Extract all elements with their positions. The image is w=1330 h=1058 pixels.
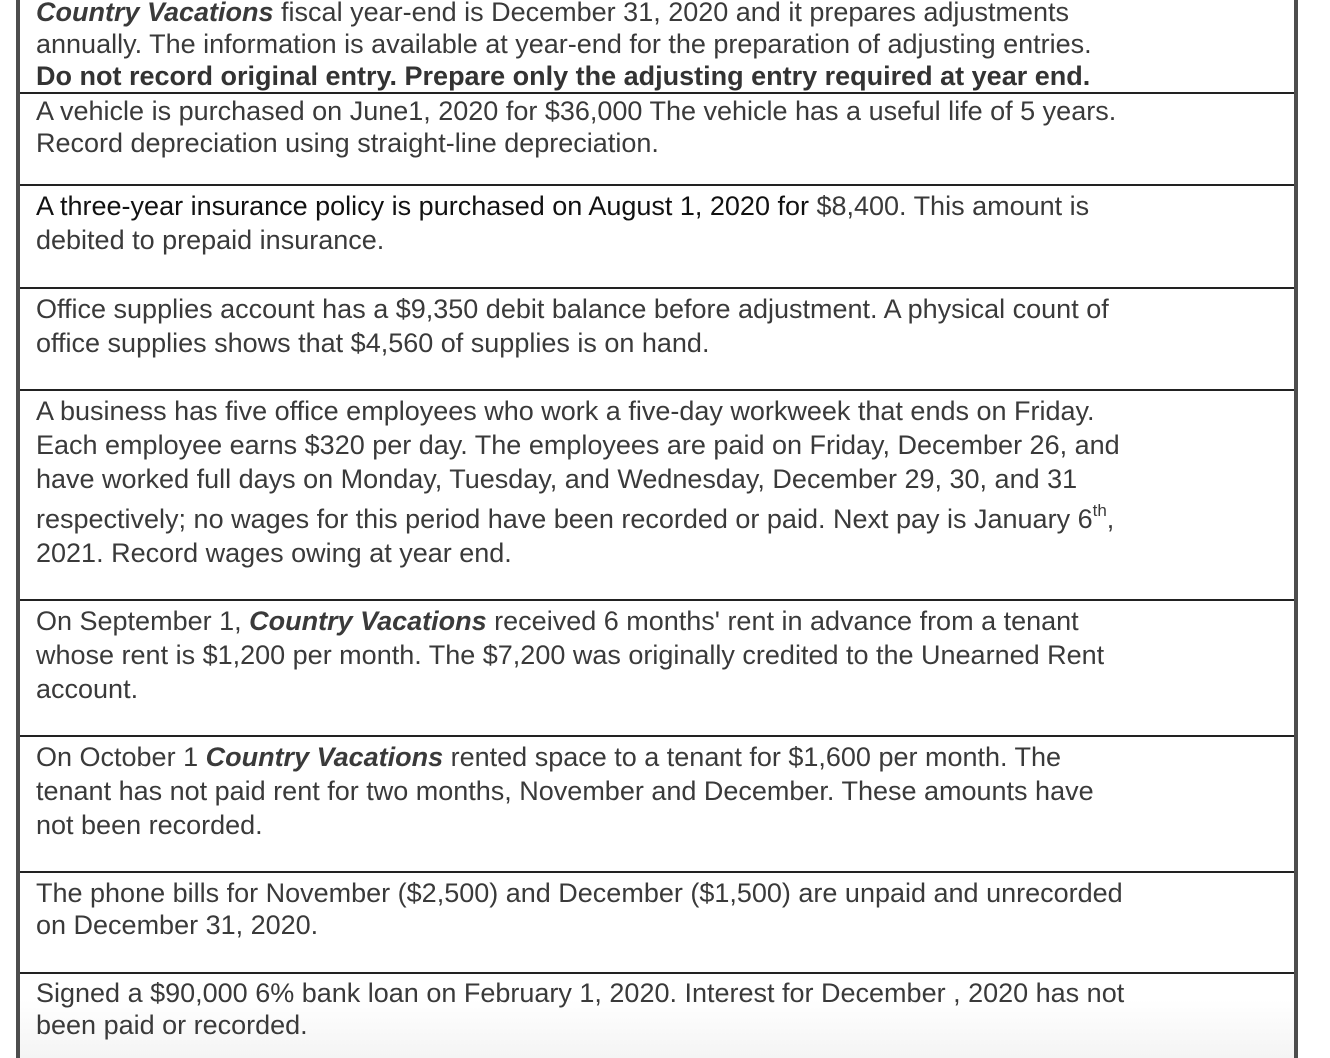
item-loan (20, 972, 1294, 1058)
item-supplies (20, 287, 1294, 391)
item-phone (20, 871, 1294, 974)
item-unearned-rent (20, 599, 1294, 736)
wages-line-2: Each employee earns $320 per day. The employees are paid on Friday, December 26, and (36, 430, 1120, 460)
intro-block (20, 0, 1294, 93)
supplies-line-2: office supplies shows that $4,560 of supplies is on hand. (36, 328, 710, 358)
phone-line-2: on December 31, 2020. (36, 910, 319, 940)
unearned-rent-line-3: account. (36, 674, 139, 704)
intro-line-2: annually. The information is available at year-end for the preparation of adjusting entries. (36, 29, 1092, 59)
item-insurance (20, 184, 1294, 288)
accrued-rent-line-1: On October 1 Country Vacations rented space to a tenant for $1,600 per month. The (36, 742, 1062, 772)
wages-line-1: A business has five office employees who work a five-day workweek that ends on Friday. (36, 396, 1095, 426)
vehicle-line-1: A vehicle is purchased on June1, 2020 for $36,000 The vehicle has a useful life of 5 years. (36, 96, 1117, 126)
item-wages (20, 389, 1294, 601)
wages-line-4: respectively; no wages for this period have been recorded or paid. Next pay is January 6th, (36, 501, 1115, 534)
vehicle-line-2: Record depreciation using straight-line depreciation. (36, 128, 659, 158)
document-frame (16, 0, 1298, 1058)
unearned-rent-line-1: On September 1, Country Vacations received 6 months' rent in advance from a tenant (36, 606, 1079, 636)
loan-line-2: been paid or recorded. (36, 1010, 308, 1040)
wages-line-3: have worked full days on Monday, Tuesday, and Wednesday, December 29, 30, and 31 (36, 464, 1078, 494)
instruction-text: Do not record original entry. Prepare only the adjusting entry required at year end. (36, 61, 1091, 91)
intro-line-1: Country Vacations fiscal year-end is December 31, 2020 and it prepares adjustments (36, 0, 1288, 29)
loan-line-1: Signed a $90,000 6% bank loan on February 1, 2020. Interest for December , 2020 has not (36, 978, 1125, 1008)
company-name: Country Vacations (36, 0, 274, 27)
accrued-rent-line-2: tenant has not paid rent for two months, November and December. These amounts have (36, 776, 1094, 806)
supplies-line-1: Office supplies account has a $9,350 debit balance before adjustment. A physical count of (36, 294, 1109, 324)
accrued-rent-line-3: not been recorded. (36, 810, 263, 840)
insurance-line-1: A three-year insurance policy is purchased on August 1, 2020 for $8,400. This amount is (36, 191, 1090, 221)
item-accrued-rent (20, 735, 1294, 872)
item-vehicle (20, 92, 1294, 186)
wages-line-5: 2021. Record wages owing at year end. (36, 538, 512, 568)
phone-line-1: The phone bills for November ($2,500) and December ($1,500) are unpaid and unrecorded (36, 878, 1123, 908)
unearned-rent-line-2: whose rent is $1,200 per month. The $7,200 was originally credited to the Unearned Rent (36, 640, 1105, 670)
insurance-line-2: debited to prepaid insurance. (36, 225, 385, 255)
